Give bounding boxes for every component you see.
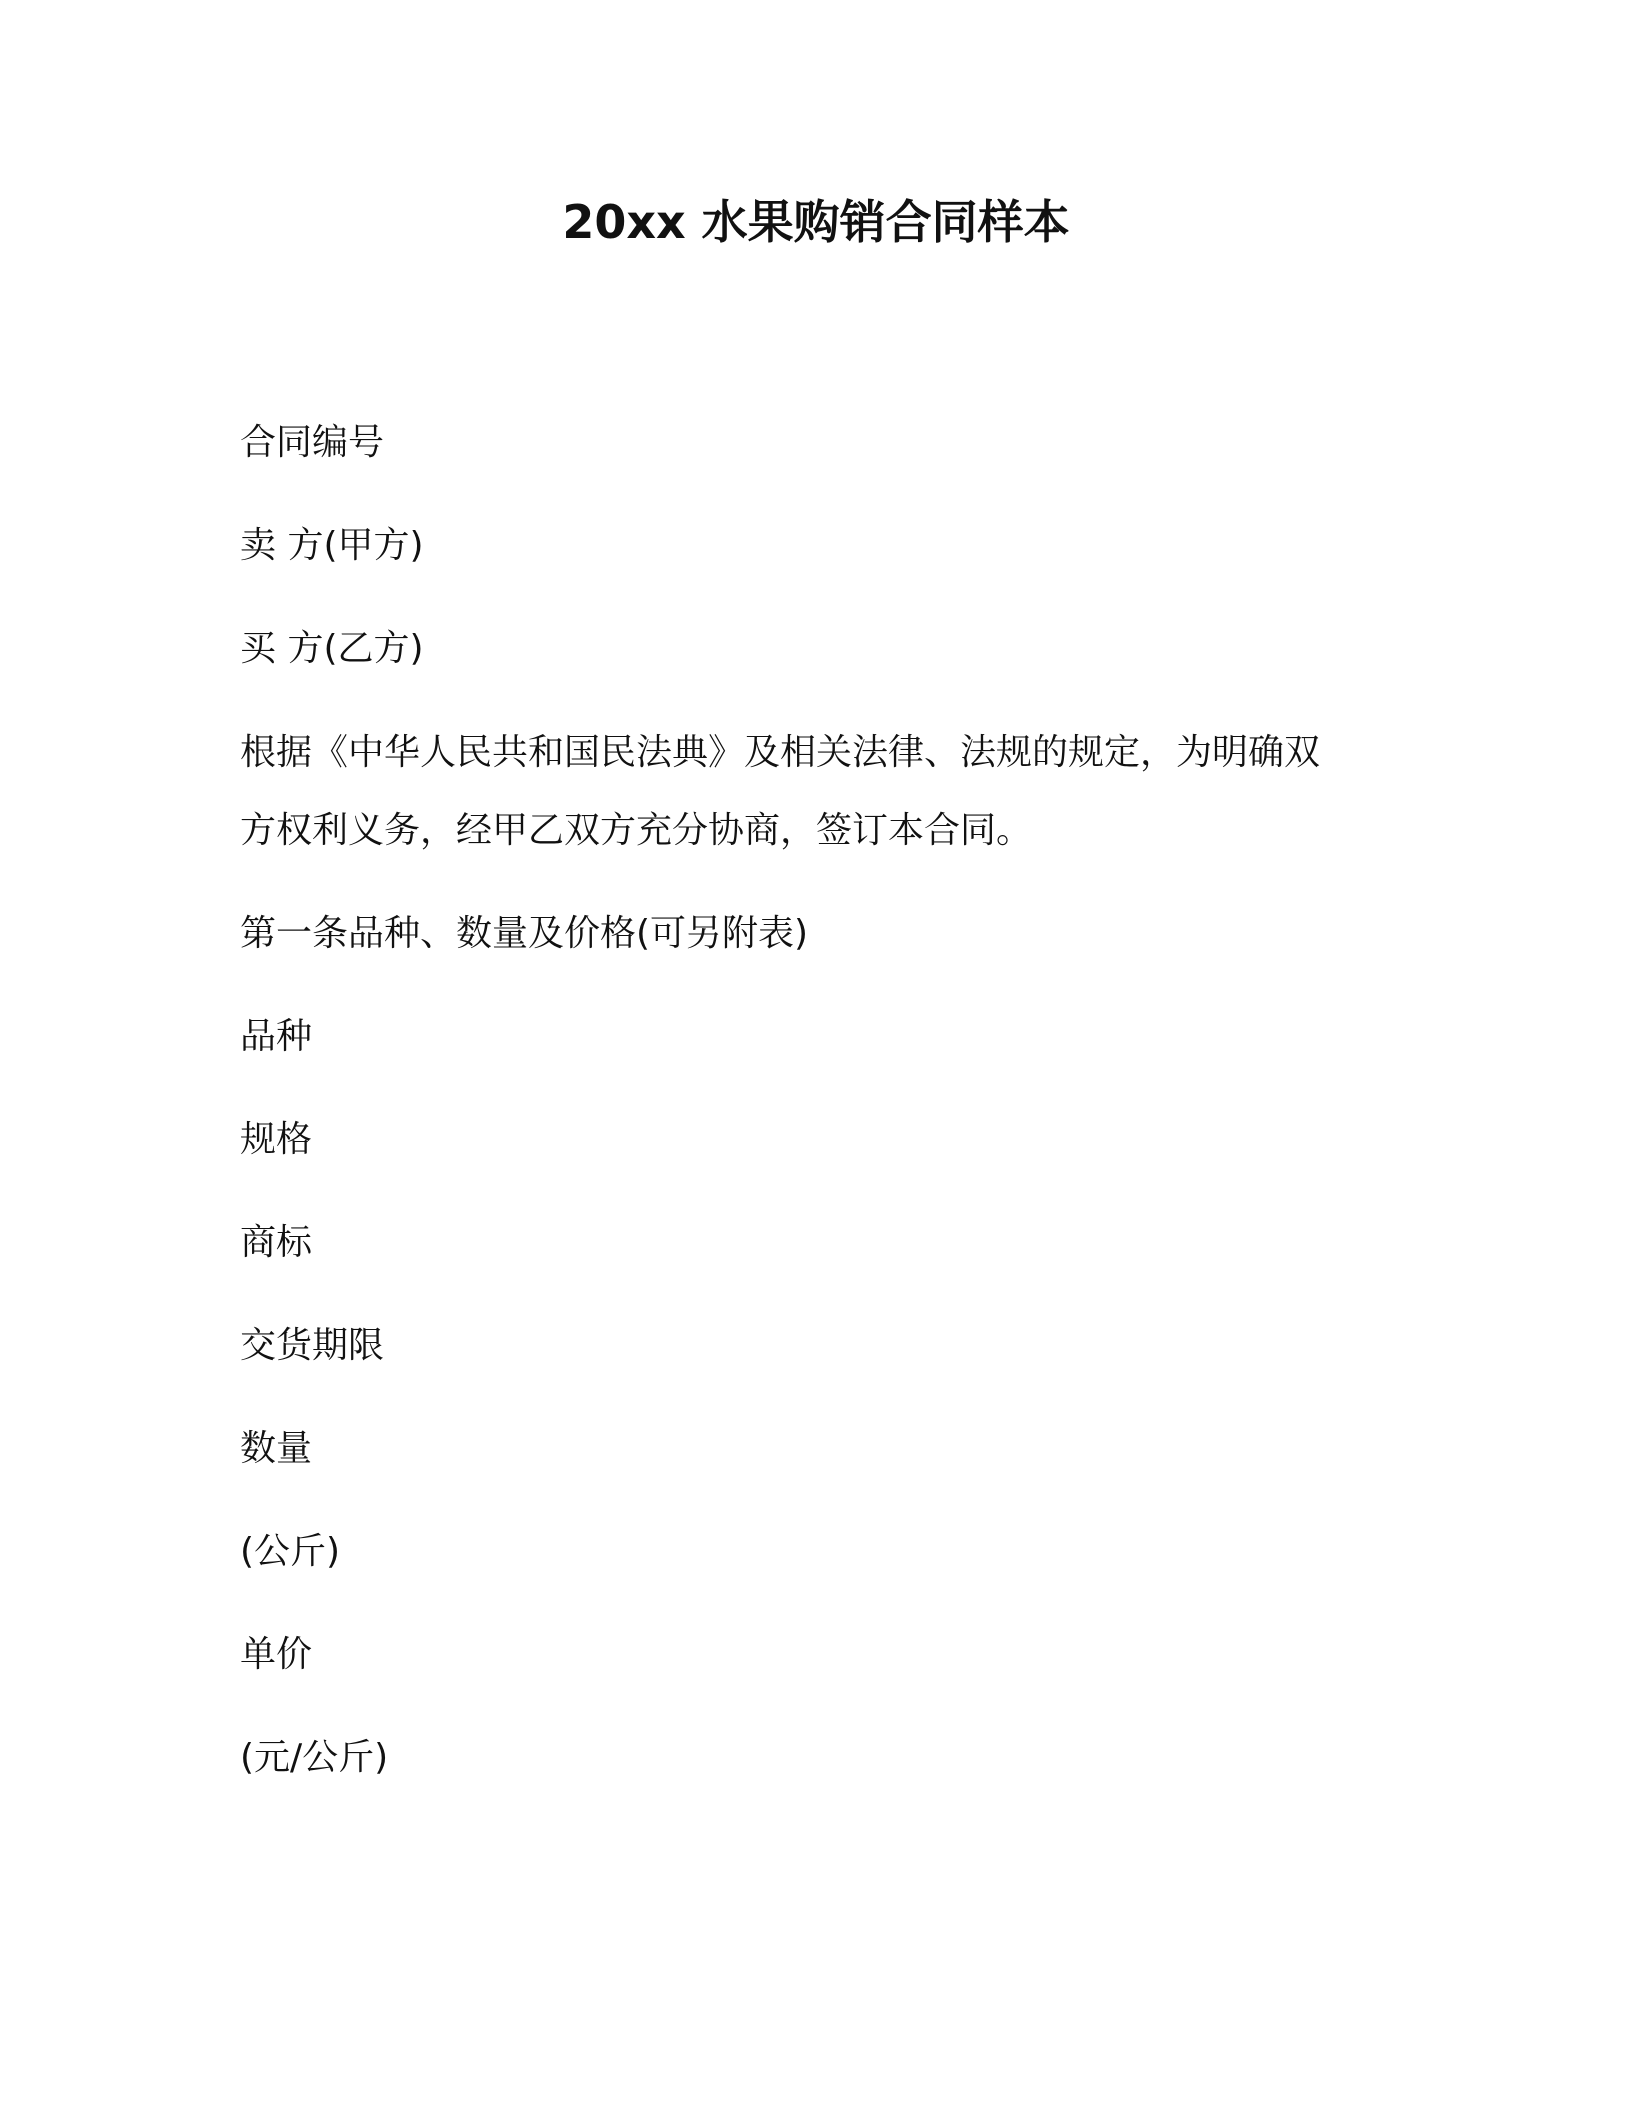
quantity-label: 数量 bbox=[240, 1428, 313, 1469]
delivery-term-label: 交货期限 bbox=[240, 1325, 385, 1366]
buyer-label: 买 方(乙方) bbox=[240, 628, 424, 669]
variety-label: 品种 bbox=[240, 1016, 313, 1057]
preamble-line-1: 根据《中华人民共和国民法典》及相关法律、法规的规定，为明确双 bbox=[240, 732, 1321, 773]
document-title: 20xx 水果购销合同样本 bbox=[562, 195, 1070, 249]
preamble-line-2: 方权利义务，经甲乙双方充分协商，签订本合同。 bbox=[240, 810, 1033, 851]
quantity-unit: (公斤) bbox=[240, 1531, 341, 1572]
specification-label: 规格 bbox=[240, 1119, 313, 1160]
article-1-heading: 第一条品种、数量及价格(可另附表) bbox=[240, 913, 809, 954]
contract-number-label: 合同编号 bbox=[240, 422, 385, 463]
unit-price-unit: (元/公斤) bbox=[240, 1737, 389, 1778]
unit-price-label: 单价 bbox=[240, 1634, 313, 1675]
seller-label: 卖 方(甲方) bbox=[240, 525, 424, 566]
trademark-label: 商标 bbox=[240, 1222, 313, 1263]
